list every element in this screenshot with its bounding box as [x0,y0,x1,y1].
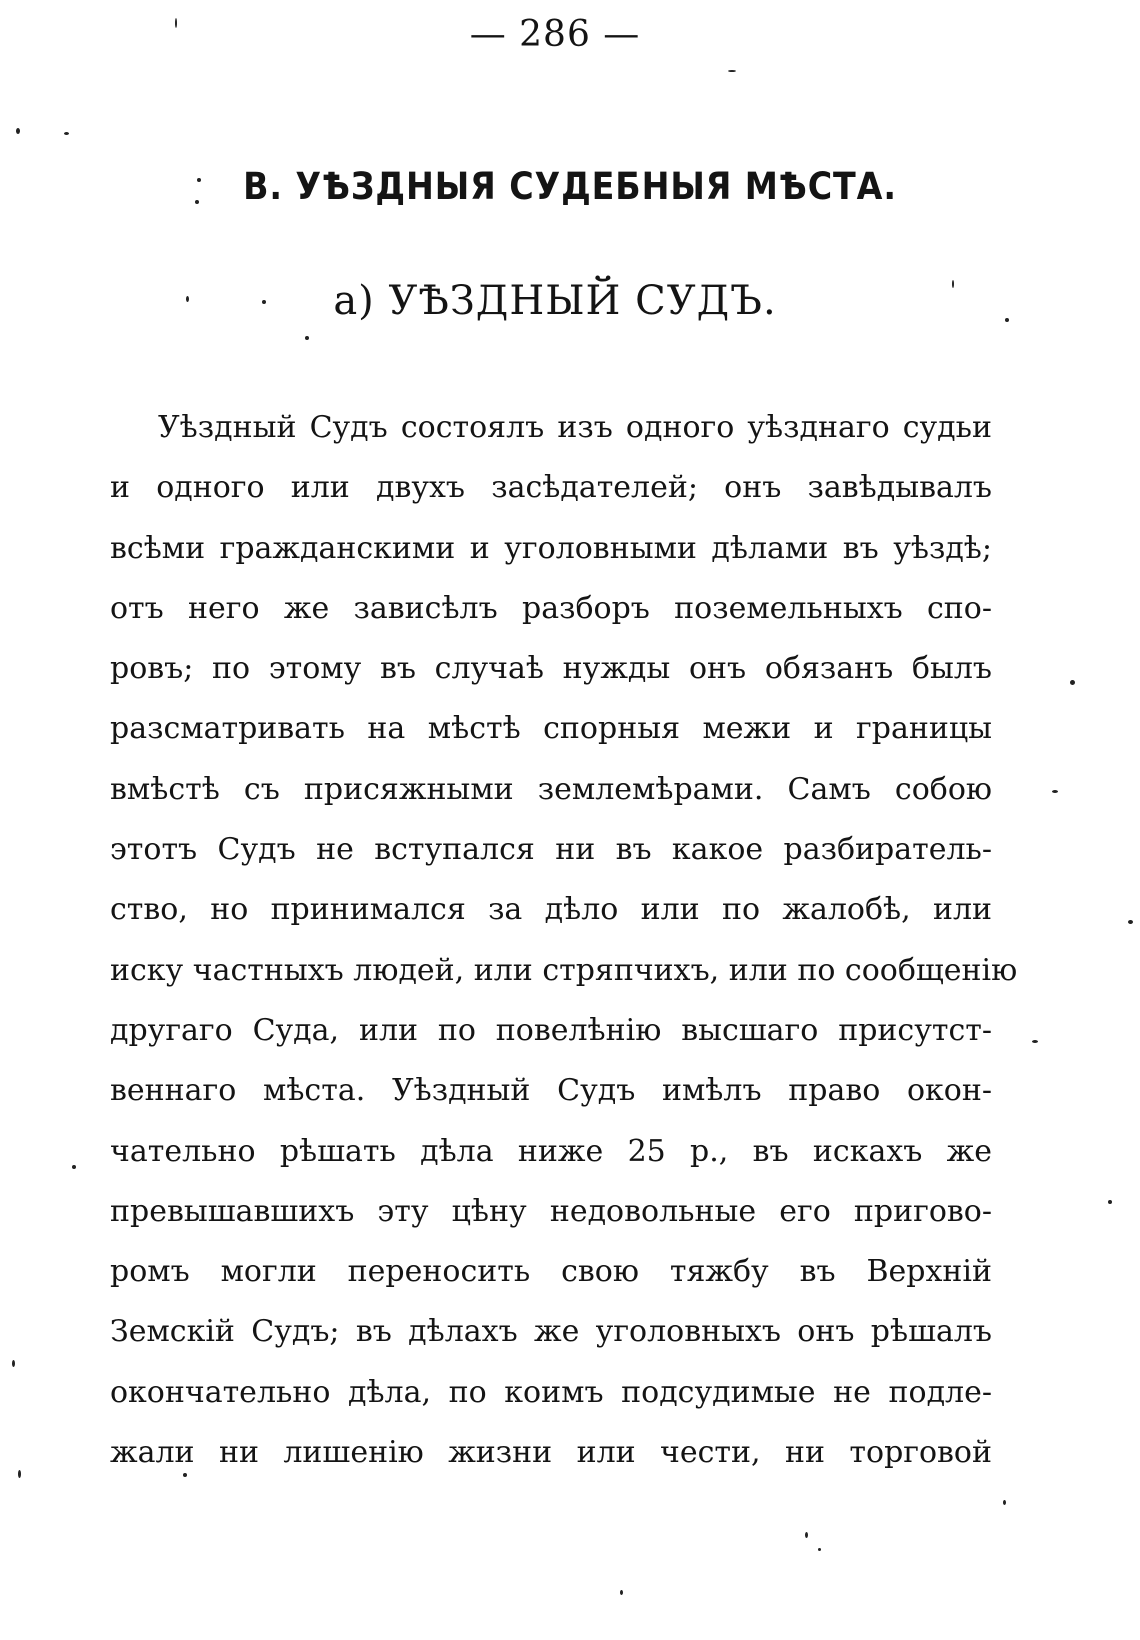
scan-speck [262,300,266,304]
scan-speck [1005,318,1009,322]
text-line: чательно рѣшать дѣла ниже 25 р., въ искахъ же [110,1133,992,1169]
scan-speck [1070,680,1075,685]
body-text [110,398,1018,1483]
text-line: и одного или двухъ засѣдателей; онъ завѣдывалъ [110,470,992,506]
text-line: этотъ Судъ не вступался ни въ какое разбиратель- [110,832,992,868]
scan-speck [72,1165,76,1169]
scan-speck [183,1473,187,1477]
scan-speck [64,132,69,135]
text-line: вмѣстѣ съ присяжными землемѣрами. Самъ собою [110,771,992,807]
text-line: жали ни лишенію жизни или чести, ни торговой [110,1435,992,1471]
text-line: ромъ могли переносить свою тяжбу въ Верхній [110,1254,992,1290]
scan-speck [175,18,177,28]
text-line: окончательно дѣла, по коимъ подсудимые не подле- [110,1374,992,1410]
text-line: веннаго мѣста. Уѣздный Судъ имѣлъ право окон- [110,1073,992,1109]
scan-speck [1108,1200,1112,1204]
scan-speck [1003,1500,1006,1505]
text-line: иску частныхъ людей, или стряпчихъ, или по сообщенію [110,952,1018,988]
text-line: разсматривать на мѣстѣ спорныя межи и границы [110,711,992,747]
scan-speck [305,336,309,340]
sub-heading: а) УѢЗДНЫЙ СУДЪ. [333,278,777,324]
text-line: превышавшихъ эту цѣну недовольные его пригово- [110,1193,992,1229]
scan-speck [818,1548,821,1551]
text-line: другаго Суда, или по повелѣнію высшаго присутст- [110,1012,992,1048]
scan-speck [16,128,20,134]
section-heading: В. УѢЗДНЫЯ СУДЕБНЫЯ МѢСТА. [243,165,897,208]
scan-speck [952,280,954,288]
scan-speck [1052,790,1058,793]
scan-speck [18,1470,21,1478]
text-line: ровъ; по этому въ случаѣ нужды онъ обязанъ былъ [110,651,992,687]
text-line: Уѣздный Судъ состоялъ изъ одного уѣзднаго судьи [158,410,992,445]
scan-speck [1128,920,1133,924]
scan-speck [197,178,201,182]
scan-speck [728,70,736,72]
scan-speck [195,200,199,204]
page-number: — 286 — [469,14,641,55]
scan-speck [1032,1040,1038,1043]
text-line: отъ него же зависѣлъ разборъ поземельныхъ спо- [110,590,992,626]
scan-speck [805,1532,808,1538]
text-line: ство, но принимался за дѣло или по жалобѣ, или [110,892,992,928]
scan-speck [12,1360,15,1367]
scan-speck [186,296,189,302]
scan-speck [620,1590,623,1595]
text-line: Земскій Судъ; въ дѣлахъ же уголовныхъ онъ рѣшалъ [110,1314,992,1350]
text-line: всѣми гражданскими и уголовными дѣлами въ уѣздѣ; [110,530,992,566]
